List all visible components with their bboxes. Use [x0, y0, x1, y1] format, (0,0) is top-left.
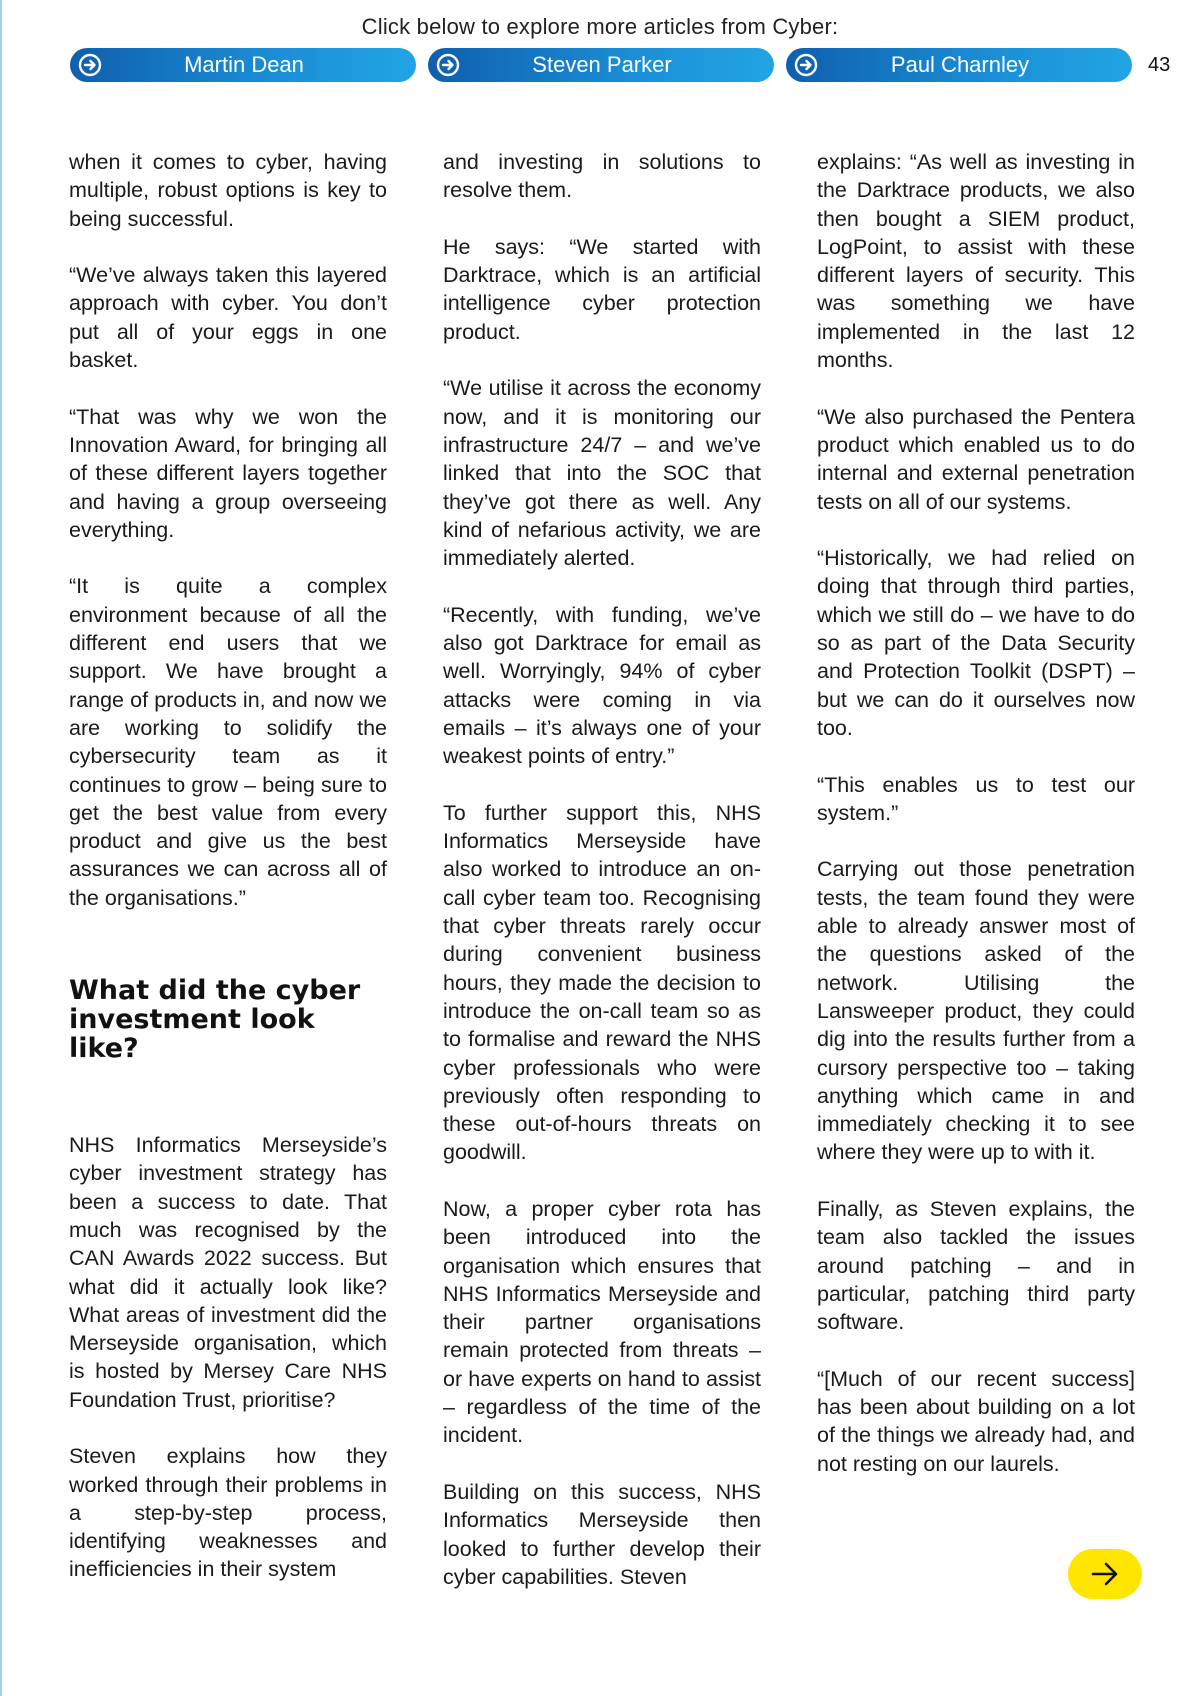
paragraph: “This enables us to test our system.”: [817, 772, 1135, 825]
arrow-right-circle-icon: [78, 53, 102, 77]
paragraph: To further support this, NHS Informatics Merseyside have also worked to introduce an on-call cyber team too. Recognising that cyber threats rarely occur during convenient business hours, they made the decision to introduce the on-call team so as to formalise and reward the NHS cyber professionals who were previously often responding to these out-of-hours threats on goodwill.: [443, 800, 761, 1165]
nav-button-martin-dean[interactable]: [70, 48, 416, 82]
paragraph: “We utilise it across the economy now, and it is monitoring our infrastructure 24/7 – and we’ve linked that into the SOC that they’ve got there as well. Any kind of nefarious activity, we are immediately alerted.: [443, 376, 761, 571]
nav-button-label: Martin Dean: [184, 52, 304, 77]
paragraph: “Historically, we had relied on doing that through third parties, which we still do – we have to do so as part of the Data Security and Protection Toolkit (DSPT) – but we can do it ourselves now too.: [817, 546, 1135, 740]
page-edge-rule: [0, 0, 2, 1696]
paragraph: “Recently, with funding, we’ve also got Darktrace for email as well. Worryingly, 94% of cyber attacks were coming in via emails – it’s always one of your weakest points of entry.”: [443, 602, 761, 769]
paragraph: “It is quite a complex environment because of all the different end users that we support. We have brought a range of products in, and now we are working to solidify the cybersecurity team as it continues to grow – being sure to get the best value from every product and give us the best assurances we can across all of the organisations.”: [69, 574, 387, 910]
paragraph: He says: “We started with Darktrace, which is an artificial intelligence cyber protection product.: [443, 234, 761, 344]
article-column-1: [69, 148, 387, 1584]
article-column-2: [443, 148, 761, 1591]
paragraph: NHS Informatics Merseyside’s cyber investment strategy has been a success to date. That much was recognised by the CAN Awards 2022 success. But what did it actually look like? What areas of investment did the Merseyside organisation, which is hosted by Mersey Care NHS Foundation Trust, prioritise?: [69, 1133, 387, 1412]
article-column-3: [817, 148, 1135, 1478]
section-heading: What did the cyber investment look like?: [69, 975, 361, 1065]
arrow-right-circle-icon: [436, 53, 460, 77]
nav-button-steven-parker[interactable]: [428, 48, 774, 82]
arrow-right-icon: [1090, 1561, 1120, 1587]
paragraph: Steven explains how they worked through their problems in a step-by-step process, identifying weaknesses and inefficiencies in their system: [69, 1444, 387, 1582]
paragraph: “We’ve always taken this layered approach with cyber. You don’t put all of your eggs in one basket.: [69, 263, 387, 373]
paragraph: Carrying out those penetration tests, the team found they were able to already answer most of the questions asked of the network. Utilising the Lansweeper product, they could dig into the results further from a cursory perspective too – taking anything which came in and immediately checking it to see where they were up to with it.: [817, 857, 1135, 1165]
paragraph: “We also purchased the Pentera product which enabled us to do internal and external penetration tests on all of our systems.: [817, 404, 1135, 514]
paragraph: explains: “As well as investing in the Darktrace products, we also then bought a SIEM product, LogPoint, to assist with these different layers of security. This was something we have implemented in the last 12 months.: [817, 150, 1135, 373]
nav-button-paul-charnley[interactable]: [786, 48, 1132, 82]
paragraph: Finally, as Steven explains, the team also tackled the issues around patching – and in particular, patching third party software.: [817, 1196, 1135, 1335]
paragraph: Building on this success, NHS Informatics Merseyside then looked to further develop their cyber capabilities. Steven: [443, 1479, 761, 1589]
paragraph: “[Much of our recent success] has been about building on a lot of the things we already had, and not resting on our laurels.: [817, 1366, 1135, 1476]
nav-button-label: Paul Charnley: [890, 52, 1030, 77]
next-page-button[interactable]: [1068, 1549, 1142, 1599]
paragraph: when it comes to cyber, having multiple, robust options is key to being successful.: [69, 150, 387, 231]
paragraph: and investing in solutions to resolve them.: [443, 150, 761, 203]
arrow-right-circle-icon: [794, 53, 818, 77]
paragraph: “That was why we won the Innovation Award, for bringing all of these different layers together and having a group overseeing everything.: [69, 404, 387, 542]
paragraph: Now, a proper cyber rota has been introduced into the organisation which ensures that NHS Informatics Merseyside and their partner organisations remain protected from threats – or have experts on hand to assist – regardless of the time of the incident.: [443, 1196, 761, 1448]
nav-caption: Click below to explore more articles from Cyber:: [361, 14, 839, 39]
page-number: 43: [1148, 54, 1171, 76]
nav-button-label: Steven Parker: [532, 52, 672, 77]
